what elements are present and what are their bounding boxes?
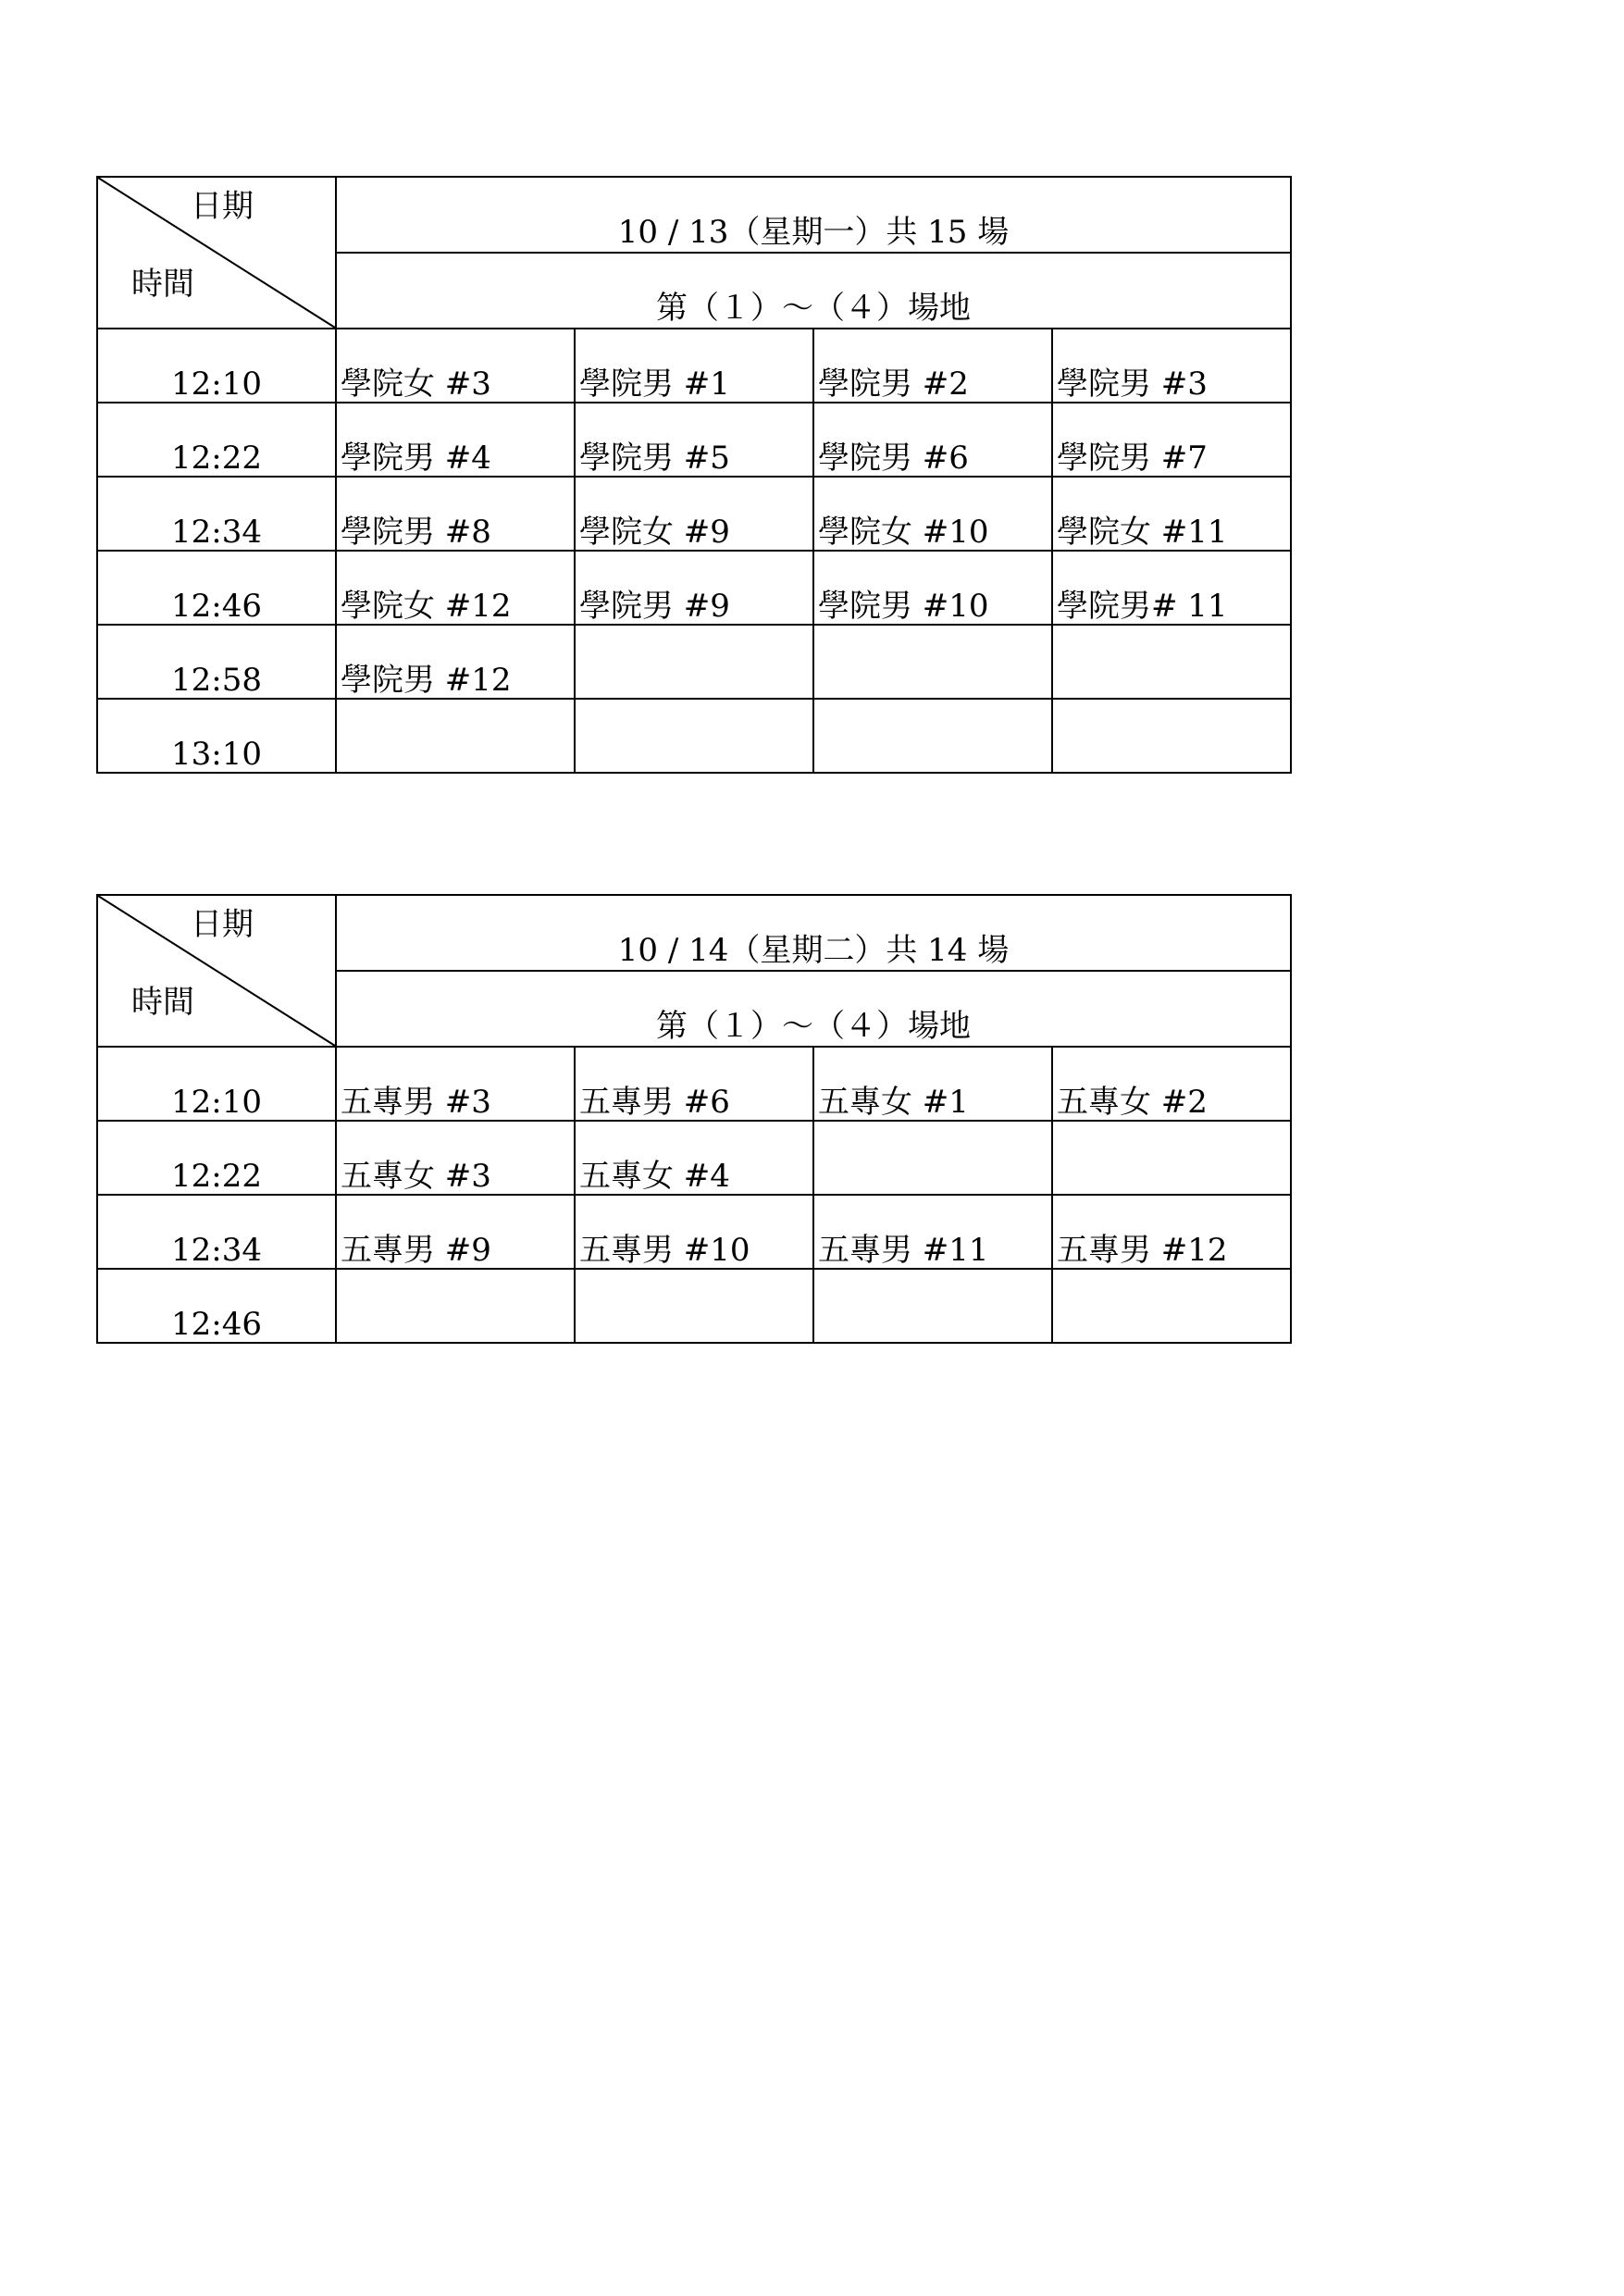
day-title: 10 / 13（星期一）共 15 場 <box>336 177 1291 253</box>
date-label: 日期 <box>191 188 254 225</box>
match-cell: 學院男 #9 <box>575 551 813 625</box>
time-cell: 12:34 <box>97 1195 336 1269</box>
schedule-table-day1 <box>96 176 1292 774</box>
match-cell: 學院男 #4 <box>336 403 575 477</box>
table-row <box>97 329 1291 403</box>
match-cell: 五專女 #2 <box>1052 1047 1291 1121</box>
table-row <box>97 477 1291 551</box>
table-row <box>97 403 1291 477</box>
match-cell: 五專男 #9 <box>336 1195 575 1269</box>
time-cell: 12:22 <box>97 1121 336 1195</box>
schedule-table-day2 <box>96 894 1292 1344</box>
time-cell: 12:10 <box>97 1047 336 1121</box>
match-cell <box>336 699 575 773</box>
table-row <box>97 1047 1291 1121</box>
match-cell <box>575 1269 813 1343</box>
table-row <box>97 551 1291 625</box>
time-label: 時間 <box>131 984 194 1021</box>
time-cell: 12:58 <box>97 625 336 699</box>
match-cell: 學院男# 11 <box>1052 551 1291 625</box>
match-cell <box>813 699 1052 773</box>
table-row <box>97 1121 1291 1195</box>
match-cell <box>1052 625 1291 699</box>
date-label: 日期 <box>191 906 254 943</box>
match-cell <box>575 625 813 699</box>
match-cell <box>1052 1121 1291 1195</box>
match-cell: 學院男 #12 <box>336 625 575 699</box>
match-cell <box>813 625 1052 699</box>
time-cell: 12:34 <box>97 477 336 551</box>
corner-header <box>97 177 336 329</box>
time-cell: 12:10 <box>97 329 336 403</box>
time-label: 時間 <box>131 266 194 303</box>
match-cell <box>336 1269 575 1343</box>
time-cell: 12:46 <box>97 1269 336 1343</box>
match-cell: 學院男 #3 <box>1052 329 1291 403</box>
match-cell: 學院女 #9 <box>575 477 813 551</box>
match-cell: 學院女 #11 <box>1052 477 1291 551</box>
table-row <box>97 1269 1291 1343</box>
table-row <box>97 1195 1291 1269</box>
venue-label: 第（１）～（４）場地 <box>336 971 1291 1047</box>
match-cell: 學院男 #5 <box>575 403 813 477</box>
match-cell: 學院男 #10 <box>813 551 1052 625</box>
match-cell <box>1052 699 1291 773</box>
match-cell: 學院女 #12 <box>336 551 575 625</box>
match-cell: 學院女 #3 <box>336 329 575 403</box>
match-cell <box>575 699 813 773</box>
match-cell: 五專女 #1 <box>813 1047 1052 1121</box>
time-cell: 13:10 <box>97 699 336 773</box>
corner-header <box>97 895 336 1047</box>
match-cell: 學院男 #7 <box>1052 403 1291 477</box>
table-row <box>97 625 1291 699</box>
match-cell: 五專男 #10 <box>575 1195 813 1269</box>
match-cell <box>813 1269 1052 1343</box>
match-cell: 學院男 #8 <box>336 477 575 551</box>
time-cell: 12:46 <box>97 551 336 625</box>
match-cell: 五專女 #3 <box>336 1121 575 1195</box>
venue-label: 第（１）～（４）場地 <box>336 253 1291 329</box>
match-cell: 學院男 #2 <box>813 329 1052 403</box>
match-cell: 五專男 #12 <box>1052 1195 1291 1269</box>
match-cell: 學院男 #6 <box>813 403 1052 477</box>
day-title: 10 / 14（星期二）共 14 場 <box>336 895 1291 971</box>
match-cell: 學院女 #10 <box>813 477 1052 551</box>
match-cell: 五專男 #11 <box>813 1195 1052 1269</box>
match-cell <box>813 1121 1052 1195</box>
match-cell: 五專男 #6 <box>575 1047 813 1121</box>
match-cell: 五專男 #3 <box>336 1047 575 1121</box>
match-cell: 學院男 #1 <box>575 329 813 403</box>
table-row <box>97 699 1291 773</box>
match-cell <box>1052 1269 1291 1343</box>
time-cell: 12:22 <box>97 403 336 477</box>
match-cell: 五專女 #4 <box>575 1121 813 1195</box>
